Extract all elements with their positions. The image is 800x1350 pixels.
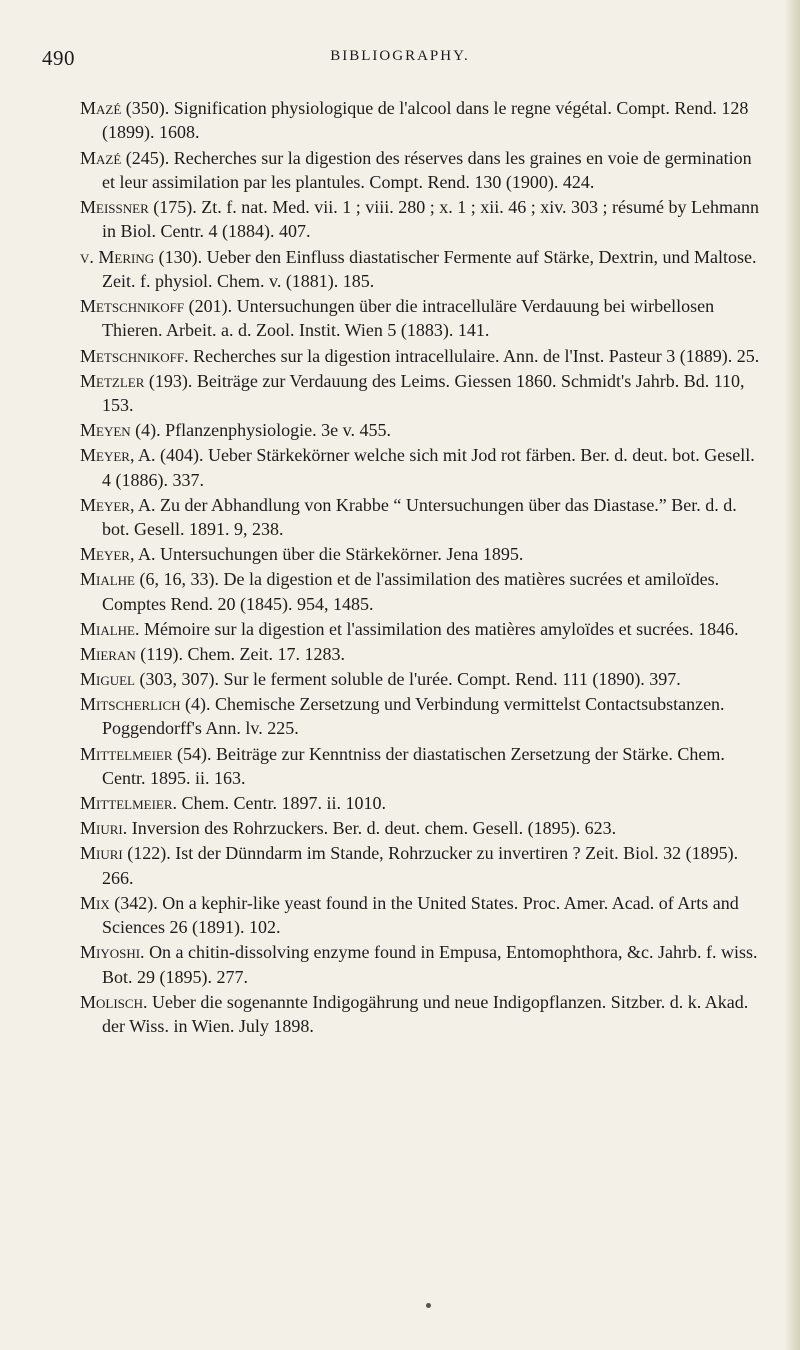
entry-author: Meyer, A. <box>80 494 156 515</box>
entry-text: (193). Beiträge zur Verdauung des Leims. Giessen 1860. Schmidt's Jahrb. Bd. 110, 153. <box>102 370 745 415</box>
entry-text: (130). Ueber den Einfluss diastatischer Fermente auf Stärke, Dextrin, und Maltose. Zeit. f. physiol. Chem. v. (1881). 185. <box>102 246 757 291</box>
bibliography-entry <box>80 667 760 691</box>
entry-author: Meyen <box>80 420 131 441</box>
bibliography-entry <box>80 990 760 1039</box>
bibliography-entry <box>80 692 760 741</box>
bibliography-entry <box>80 418 760 442</box>
entry-text: On a chitin-dissolving enzyme found in Empusa, Entomophthora, &c. Jahrb. f. wiss. Bot. 29 (1895). 277. <box>102 942 758 987</box>
entry-text: (350). Signification physiologique de l'alcool dans le regne végétal. Compt. Rend. 128 (1899). 1608. <box>102 98 749 143</box>
bibliography-entry <box>80 146 760 195</box>
bibliography-entry <box>80 617 760 641</box>
entry-text: (201). Untersuchungen über die intracelluläre Verdauung bei wirbellosen Thieren. Arbeit. a. d. Zool. Instit. Wien 5 (1883). 141. <box>102 296 715 341</box>
entry-author: Miyoshi. <box>80 942 145 963</box>
bibliography-entry <box>80 195 760 244</box>
entry-text: (122). Ist der Dünndarm im Stande, Rohrzucker zu invertiren ? Zeit. Biol. 32 (1895). 266. <box>102 843 739 888</box>
entry-author: Molisch. <box>80 991 148 1012</box>
entry-text: Recherches sur la digestion intracellulaire. Ann. de l'Inst. Pasteur 3 (1889). 25. <box>188 345 760 366</box>
entry-text: (4). Pflanzenphysiologie. 3e v. 455. <box>130 420 391 441</box>
bibliography-entry <box>80 245 760 294</box>
entry-author: Miuri. <box>80 818 128 839</box>
entry-text: Chem. Centr. 1897. ii. 1010. <box>177 793 387 814</box>
bibliography-entry <box>80 294 760 343</box>
page-edge-shadow <box>784 0 800 1350</box>
bibliography-entry <box>80 344 760 368</box>
entry-author: Miuri <box>80 843 123 864</box>
bibliography-entry <box>80 841 760 890</box>
bibliography-list <box>80 96 760 1039</box>
entry-text: (303, 307). Sur le ferment soluble de l'urée. Compt. Rend. 111 (1890). 397. <box>135 668 681 689</box>
bibliography-entry <box>80 443 760 492</box>
bibliography-entry <box>80 816 760 840</box>
entry-author: Mazé <box>80 147 122 168</box>
entry-author: Meyer, A. <box>80 544 156 565</box>
entry-author: Metschnikoff. <box>80 345 189 366</box>
bibliography-entry <box>80 567 760 616</box>
page-number: 490 <box>42 46 75 70</box>
entry-author: Miguel <box>80 668 135 689</box>
entry-author: Meissner <box>80 197 149 217</box>
bibliography-entry <box>80 96 760 145</box>
entry-text: (245). Recherches sur la digestion des réserves dans les graines en voie de germination et leur assimilation par les plantules. Compt. Rend. 130 (1900). 424. <box>102 147 752 192</box>
entry-author: Mazé <box>80 98 122 118</box>
bibliography-entry <box>80 369 760 418</box>
entry-text: (404). Ueber Stärkekörner welche sich mit Jod rot färben. Ber. d. deut. bot. Gesell. 4 (1886). 337. <box>102 445 755 490</box>
entry-text: Mémoire sur la digestion et l'assimilation des matières amyloïdes et sucrées. 1846. <box>139 618 739 639</box>
entry-author: Meyer, A. <box>80 445 156 466</box>
entry-text: (54). Beiträge zur Kenntniss der diastatischen Zersetzung der Stärke. Chem. Centr. 1895. ii. 163. <box>102 743 725 788</box>
entry-author: Mitscherlich <box>80 694 181 715</box>
entry-text: Zu der Abhandlung von Krabbe “ Untersuchungen über das Diastase.” Ber. d. d. bot. Gesell. 1891. 9, 238. <box>102 494 737 540</box>
bibliography-entry <box>80 642 760 666</box>
bibliography-entry <box>80 791 760 815</box>
bibliography-entry <box>80 891 760 940</box>
bibliography-entry <box>80 742 760 791</box>
entry-author: Mix <box>80 892 110 913</box>
entry-author: v. Mering <box>80 246 155 267</box>
entry-text: (342). On a kephir-like yeast found in the United States. Proc. Amer. Acad. of Arts and Sciences 26 (1891). 102. <box>102 892 739 938</box>
entry-text: Inversion des Rohrzuckers. Ber. d. deut. chem. Gesell. (1895). 623. <box>127 818 617 839</box>
entry-author: Metschnikoff <box>80 296 185 316</box>
entry-author: Mieran <box>80 643 136 664</box>
entry-text: (175). Zt. f. nat. Med. vii. 1 ; viii. 280 ; x. 1 ; xii. 46 ; xiv. 303 ; résumé by Lehmann in Biol. Centr. 4 (1884). 407. <box>102 197 760 242</box>
entry-text: Ueber die sogenannte Indigogährung und neue Indigopflanzen. Sitzber. d. k. Akad. der Wiss. in Wien. July 1898. <box>102 991 749 1037</box>
page-dot-mark <box>426 1303 431 1308</box>
bibliography-entry <box>80 940 760 989</box>
bibliography-entry <box>80 542 760 566</box>
entry-author: Mialhe. <box>80 618 140 639</box>
entry-author: Mittelmeier <box>80 743 173 764</box>
entry-author: Mialhe <box>80 569 135 590</box>
bibliography-entry <box>80 493 760 542</box>
entry-author: Mittelmeier. <box>80 793 178 814</box>
entry-text: (119). Chem. Zeit. 17. 1283. <box>135 643 346 664</box>
running-head: BIBLIOGRAPHY. <box>330 48 470 64</box>
entry-author: Metzler <box>80 370 145 391</box>
entry-text: (6, 16, 33). De la digestion et de l'assimilation des matières sucrées et amiloïdes. Comptes Rend. 20 (1845). 954, 1485. <box>102 569 720 614</box>
entry-text: (4). Chemische Zersetzung und Verbindung vermittelst Contactsubstanzen. Poggendorff's Ann. lv. 225. <box>102 694 725 739</box>
entry-text: Untersuchungen über die Stärkekörner. Jena 1895. <box>155 544 524 565</box>
